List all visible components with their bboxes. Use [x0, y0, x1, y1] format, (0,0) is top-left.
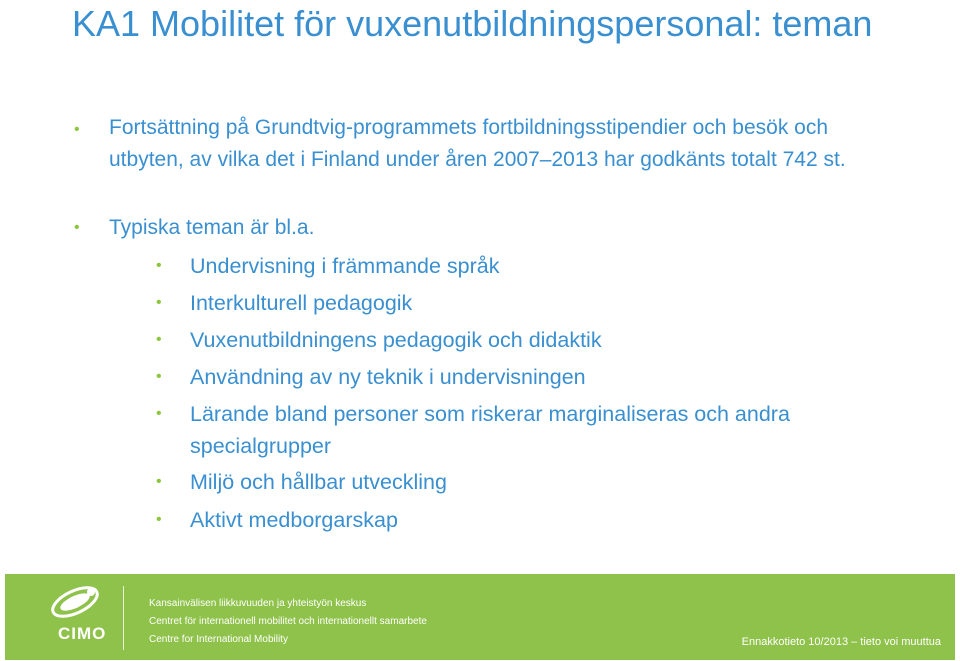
- bullet-dot-icon: •: [156, 368, 162, 385]
- bullet-dot-icon: •: [74, 219, 80, 236]
- bullet-dot-icon: •: [156, 405, 162, 422]
- bullet-dot-icon: •: [74, 121, 80, 138]
- bullet-level2-item: Miljö och hållbar utveckling: [190, 470, 447, 494]
- bullet-level1-item: Fortsättning på Grundtvig-programmets fortbildningsstipendier och besök och utbyten, av vilka det i Finland under åren 2007–2013 har godkänts totalt 742 st.: [109, 116, 846, 171]
- bullet-dot-icon: •: [156, 473, 162, 490]
- bullet-level2-item: Interkulturell pedagogik: [190, 291, 413, 315]
- footer-note: Ennakkotieto 10/2013 – tieto voi muuttua: [741, 636, 941, 648]
- bullet-level2-item: Vuxenutbildningens pedagogik och didaktik: [190, 328, 602, 352]
- logo-text: CIMO: [58, 624, 107, 643]
- bullet-level2-item: Aktivt medborgarskap: [190, 508, 398, 532]
- cimo-logo-icon: [45, 582, 105, 626]
- bullet-dot-icon: •: [156, 294, 162, 311]
- bullet-level1-item: Typiska teman är bl.a.: [109, 216, 315, 239]
- footer-band: [5, 574, 955, 660]
- bullet-dot-icon: •: [156, 257, 162, 274]
- org-name-sv: Centret för internationell mobilitet och internationellt samarbete: [149, 616, 427, 627]
- org-name-fi: Kansainvälisen liikkuvuuden ja yhteistyön keskus: [149, 598, 367, 609]
- footer-divider: [123, 586, 124, 650]
- bullet-level2-item: Lärande bland personer som riskerar marginaliseras och andra specialgrupper: [190, 402, 790, 458]
- bullet-level2-item: Användning av ny teknik i undervisningen: [190, 365, 586, 389]
- bullet-dot-icon: •: [156, 511, 162, 528]
- bullet-level2-item: Undervisning i främmande språk: [190, 254, 500, 278]
- org-name-en: Centre for International Mobility: [149, 634, 288, 645]
- slide-title: KA1 Mobilitet för vuxenutbildningspersonal: teman: [72, 3, 873, 44]
- bullet-dot-icon: •: [156, 331, 162, 348]
